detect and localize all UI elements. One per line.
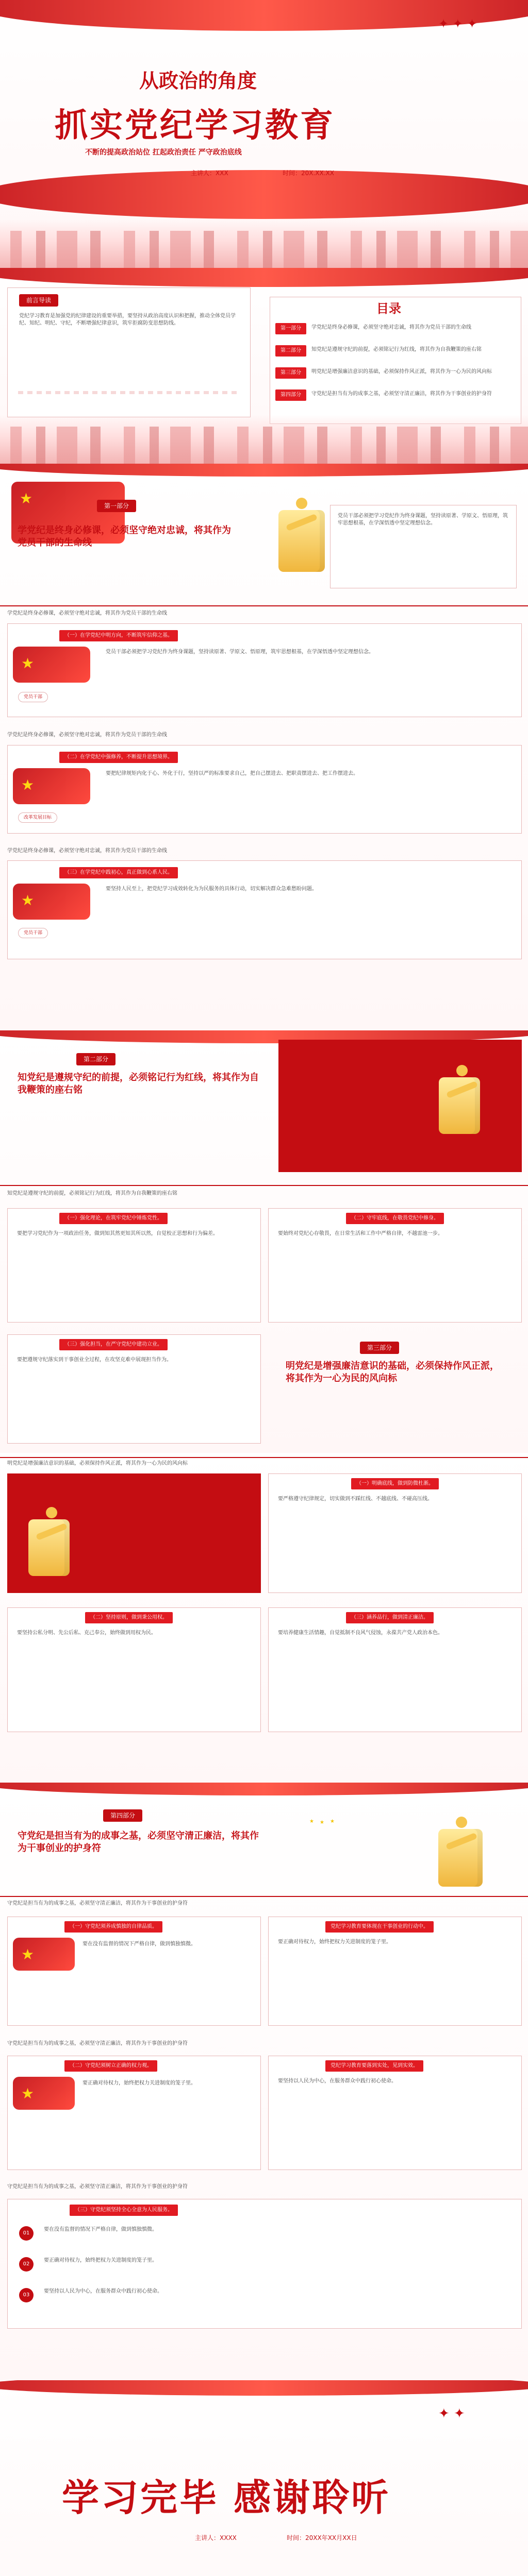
part1-block-1	[7, 623, 522, 717]
toc-item-2[interactable]	[275, 345, 513, 360]
part3-red-panel	[7, 1473, 261, 1593]
intro-dotline	[18, 391, 240, 394]
part4-header-3: 守党纪是担当有为的成事之基，必须坚守清正廉洁，将其作为干事创业的护身符	[7, 2184, 188, 2190]
cover-cityline	[0, 219, 528, 268]
part1-body-2: 要把纪律规矩内化于心、外化于行，坚持以严的标准要求自己，把自己摆进去、把职责摆进去、把工作摆进去。	[106, 771, 358, 776]
part1-statue	[278, 510, 325, 572]
part4-point-2: （二）守党纪须树立正确的权力观。	[64, 2060, 157, 2072]
part2-left-body: 要把学习党纪作为一项政治任务，做到知其然更知其所以然，自觉校正思想和行为偏差。	[17, 1231, 218, 1236]
part3-box-1	[268, 1473, 522, 1593]
part2-title: 知党纪是遵规守纪的前提，必须铭记行为红线，将其作为自我鞭策的座右铭	[18, 1072, 259, 1095]
part4-flag-1	[13, 1938, 75, 1971]
part4-title: 守党纪是担当有为的成事之基，必须坚守清正廉洁，将其作为干事创业的护身符	[18, 1831, 259, 1854]
ending-wave-top	[0, 2380, 528, 2396]
part4-header-line	[0, 1896, 528, 1897]
part1-block-2-flag	[13, 768, 90, 804]
cover-birds: ✦ ✦ ✦	[438, 16, 477, 31]
ending-title: 学习完毕 感谢聆听	[62, 2476, 391, 2519]
part4-right-body-1: 要正确对待权力，始终把权力关进制度的笼子里。	[278, 1939, 391, 1945]
cover-title: 抓实党纪学习教育	[55, 106, 335, 145]
part1-body-1: 党员干部必须把学习党纪作为终身课题，坚持读原著、学原文、悟原理，筑牢思想根基，在学深悟透中坚定理想信念。	[106, 649, 374, 655]
cover-slide	[0, 0, 528, 268]
part2-left-title: （一）强化理论，在筑牢党纪中锤炼党性。	[59, 1213, 168, 1224]
part3-body-1: 要严格遵守纪律规定，切实做到不踩红线、不越底线、不碰高压线。	[278, 1496, 433, 1502]
part4-badge-1: 01	[19, 2226, 34, 2241]
part1-point-2: （二）在学党纪中强修养，不断提升思想境界。	[59, 752, 178, 763]
intro-cityline	[0, 415, 528, 464]
part2-slide	[0, 1030, 528, 1453]
part1-point-3: （三）在学党纪中践初心，真正做到心系人民。	[59, 867, 178, 878]
part1-block-1-flag	[13, 647, 90, 683]
part2-left-box	[7, 1208, 261, 1323]
part1-header-3: 学党纪是终身必修课，必须坚守绝对忠诚，将其作为党员干部的生命线	[7, 848, 167, 854]
part4-note-1: 要在没有监督的情况下严格自律，做到慎独慎微。	[82, 1941, 196, 1947]
part3-statue	[28, 1519, 70, 1576]
cover-subtitle: 从政治的角度	[139, 69, 257, 92]
intro-wave-top	[0, 268, 528, 287]
toc-item-2-num: 第二部分	[275, 345, 306, 357]
part3-preview-title: 明党纪是增强廉洁意识的基础，必须保持作风正派，将其作为一心为民的风向标	[286, 1361, 499, 1384]
part4-badge-2: 02	[19, 2257, 34, 2272]
part3-box-2	[7, 1607, 261, 1732]
toc-item-3[interactable]	[275, 367, 513, 382]
toc-item-1[interactable]	[275, 323, 513, 337]
part4-star-1: ★	[309, 1819, 314, 1824]
part4-header-1: 守党纪是担当有为的成事之基，必须坚守清正廉洁，将其作为干事创业的护身符	[7, 1901, 188, 1906]
toc-item-2-text: 知党纪是遵规守纪的前提，必须铭记行为红线，将其作为自我鞭策的座右铭	[311, 347, 482, 352]
part1-block-3-flag	[13, 884, 90, 920]
part1-wave-top	[0, 464, 528, 477]
part1-section-label: 第一部分	[97, 500, 136, 512]
part1-sidebox	[330, 505, 517, 588]
part1-block-2	[7, 745, 522, 834]
part4-bottom-note-2: 要正确对待权力，始终把权力关进制度的笼子里。	[44, 2258, 157, 2263]
part4-right-title-2: 党纪学习教育要落到实处，见到实效。	[325, 2060, 423, 2072]
toc-title: 目录	[376, 301, 401, 316]
part2-side-art	[268, 1334, 521, 1443]
toc-item-4[interactable]	[275, 389, 513, 404]
ending-time: 时间：20XX年XX月XX日	[287, 2534, 357, 2541]
intro-badge: 前言导读	[19, 294, 58, 307]
part2-red-panel	[278, 1040, 522, 1172]
part2-right-title: （二）守牢底线，在敬畏党纪中修身。	[346, 1213, 444, 1224]
part4-star-2: ★	[320, 1820, 324, 1825]
part2-bottom-box	[7, 1334, 261, 1444]
cover-bottom-wave	[0, 170, 528, 219]
intro-paragraph: 党纪学习教育是加强党的纪律建设的重要举措，要坚持从政治高度认识和把握，推动全体党员学纪、知纪、明纪、守纪，不断增强纪律意识，筑牢拒腐防变思想防线。	[19, 313, 236, 326]
part4-left-2	[7, 2056, 261, 2170]
part2-right-body: 要始终对党纪心存敬畏，在日常生活和工作中严格自律，不越雷池一步。	[278, 1231, 443, 1236]
part4-bottom-box	[7, 2199, 522, 2329]
part4-badge-3: 03	[19, 2288, 34, 2302]
part1-tag-1: 党员干部	[18, 692, 48, 702]
toc-item-1-num: 第一部分	[275, 323, 306, 334]
part4-slide	[0, 1783, 528, 2380]
part3-point-3: （三）涵养品行，做到清正廉洁。	[346, 1612, 434, 1623]
part1-tag-2: 改革发展目标	[18, 812, 57, 823]
toc-item-3-text: 明党纪是增强廉洁意识的基础，必须保持作风正派，将其作为一心为民的风向标	[311, 369, 492, 375]
part3-box-3	[268, 1607, 522, 1732]
part4-point-3: （三）守党纪须坚持全心全意为人民服务。	[70, 2205, 178, 2216]
part4-section-label: 第四部分	[103, 1809, 142, 1822]
part4-right-2	[268, 2056, 522, 2170]
part4-statue	[438, 1829, 483, 1887]
part1-title: 学党纪是终身必修课，必须坚守绝对忠诚，将其作为党员干部的生命线	[18, 525, 231, 548]
toc-item-1-text: 学党纪是终身必修课，必须坚守绝对忠诚，将其作为党员干部的生命线	[311, 325, 471, 330]
part4-left-1	[7, 1917, 261, 2026]
part1-header-2: 学党纪是终身必修课，必须坚守绝对忠诚，将其作为党员干部的生命线	[7, 732, 167, 738]
intro-toc-slide	[0, 268, 528, 464]
ending-birds: ✦ ✦	[438, 2406, 465, 2421]
toc-item-3-num: 第三部分	[275, 367, 306, 379]
part3-body-2: 要坚持公私分明、先公后私、克己奉公，始终做到用权为民。	[17, 1630, 156, 1636]
part1-block-3	[7, 860, 522, 959]
part3-point-1: （一）明确底线，做到防微杜渐。	[351, 1478, 439, 1489]
part4-right-title-1: 党纪学习教育要体现在干事创业的行动中。	[325, 1921, 434, 1933]
part2-right-box	[268, 1208, 522, 1323]
part1-sidebox-text: 党员干部必须把学习党纪作为终身课题，坚持读原著、学原文、悟原理，筑牢思想根基，在学深悟透中坚定理想信念。	[338, 513, 508, 526]
part1-tag-3: 党员干部	[18, 928, 48, 938]
part1-point-1: （一）在学党纪中明方向，不断筑牢信仰之基。	[59, 630, 178, 641]
part4-star-3: ★	[330, 1819, 335, 1824]
toc-item-4-num: 第四部分	[275, 389, 306, 401]
part4-bottom-note-1: 要在没有监督的情况下严格自律，做到慎独慎微。	[44, 2227, 157, 2232]
part4-note-2: 要正确对待权力，始终把权力关进制度的笼子里。	[82, 2080, 196, 2086]
cover-time: 时间：20X.XX.XX	[283, 170, 335, 177]
part3-point-2: （二）坚持原则，做到秉公用权。	[85, 1612, 173, 1623]
part4-right-1	[268, 1917, 522, 2026]
intro-box	[7, 287, 251, 417]
part2-bottom-body: 要把遵规守纪落实到干事创业全过程，在攻坚克难中展现担当作为。	[17, 1357, 172, 1363]
part2-section-label: 第二部分	[76, 1053, 116, 1065]
part4-wave-top	[0, 1783, 528, 1795]
part2-statue	[439, 1077, 480, 1134]
part2-header: 知党纪是遵规守纪的前提，必须铭记行为红线，将其作为自我鞭策的座右铭	[7, 1191, 177, 1196]
part3-preview-label: 第三部分	[360, 1342, 399, 1354]
part3-header: 明党纪是增强廉洁意识的基础，必须保持作风正派，将其作为一心为民的风向标	[7, 1461, 188, 1466]
part1-header-1: 学党纪是终身必修课，必须坚守绝对忠诚，将其作为党员干部的生命线	[7, 611, 167, 616]
toc-box	[270, 297, 521, 424]
ending-author: 主讲人：XXXX	[195, 2534, 237, 2541]
part1-body-3: 要坚持人民至上，把党纪学习成效转化为为民服务的具体行动，切实解决群众急难愁盼问题。	[106, 886, 317, 892]
part1-slide	[0, 464, 528, 1030]
part3-header-line	[0, 1457, 528, 1458]
part4-flag-2	[13, 2077, 75, 2110]
part3-body-3: 要培养健康生活情趣，自觉抵制不良风气侵蚀，永葆共产党人政治本色。	[278, 1630, 443, 1636]
cover-tagline: 不断的提高政治站位 扛起政治责任 严守政治底线	[85, 148, 242, 157]
part4-header-2: 守党纪是担当有为的成事之基，必须坚守清正廉洁，将其作为干事创业的护身符	[7, 2041, 188, 2046]
ending-slide	[0, 2380, 528, 2576]
part2-bottom-title: （三）强化担当，在严守党纪中建功立业。	[59, 1339, 168, 1350]
part4-right-body-2: 要坚持以人民为中心，在服务群众中践行初心使命。	[278, 2078, 397, 2084]
part4-bottom-note-3: 要坚持以人民为中心，在服务群众中践行初心使命。	[44, 2289, 162, 2294]
toc-item-4-text: 守党纪是担当有为的成事之基，必须坚守清正廉洁，将其作为干事创业的护身符	[311, 391, 492, 397]
cover-author: 主讲人：XXX	[191, 170, 228, 177]
part1-header-line	[0, 605, 528, 606]
part4-point-1: （一）守党纪须养成慎独的自律品质。	[64, 1921, 162, 1933]
part2-header-line	[0, 1185, 528, 1186]
part3-slide	[0, 1453, 528, 1783]
